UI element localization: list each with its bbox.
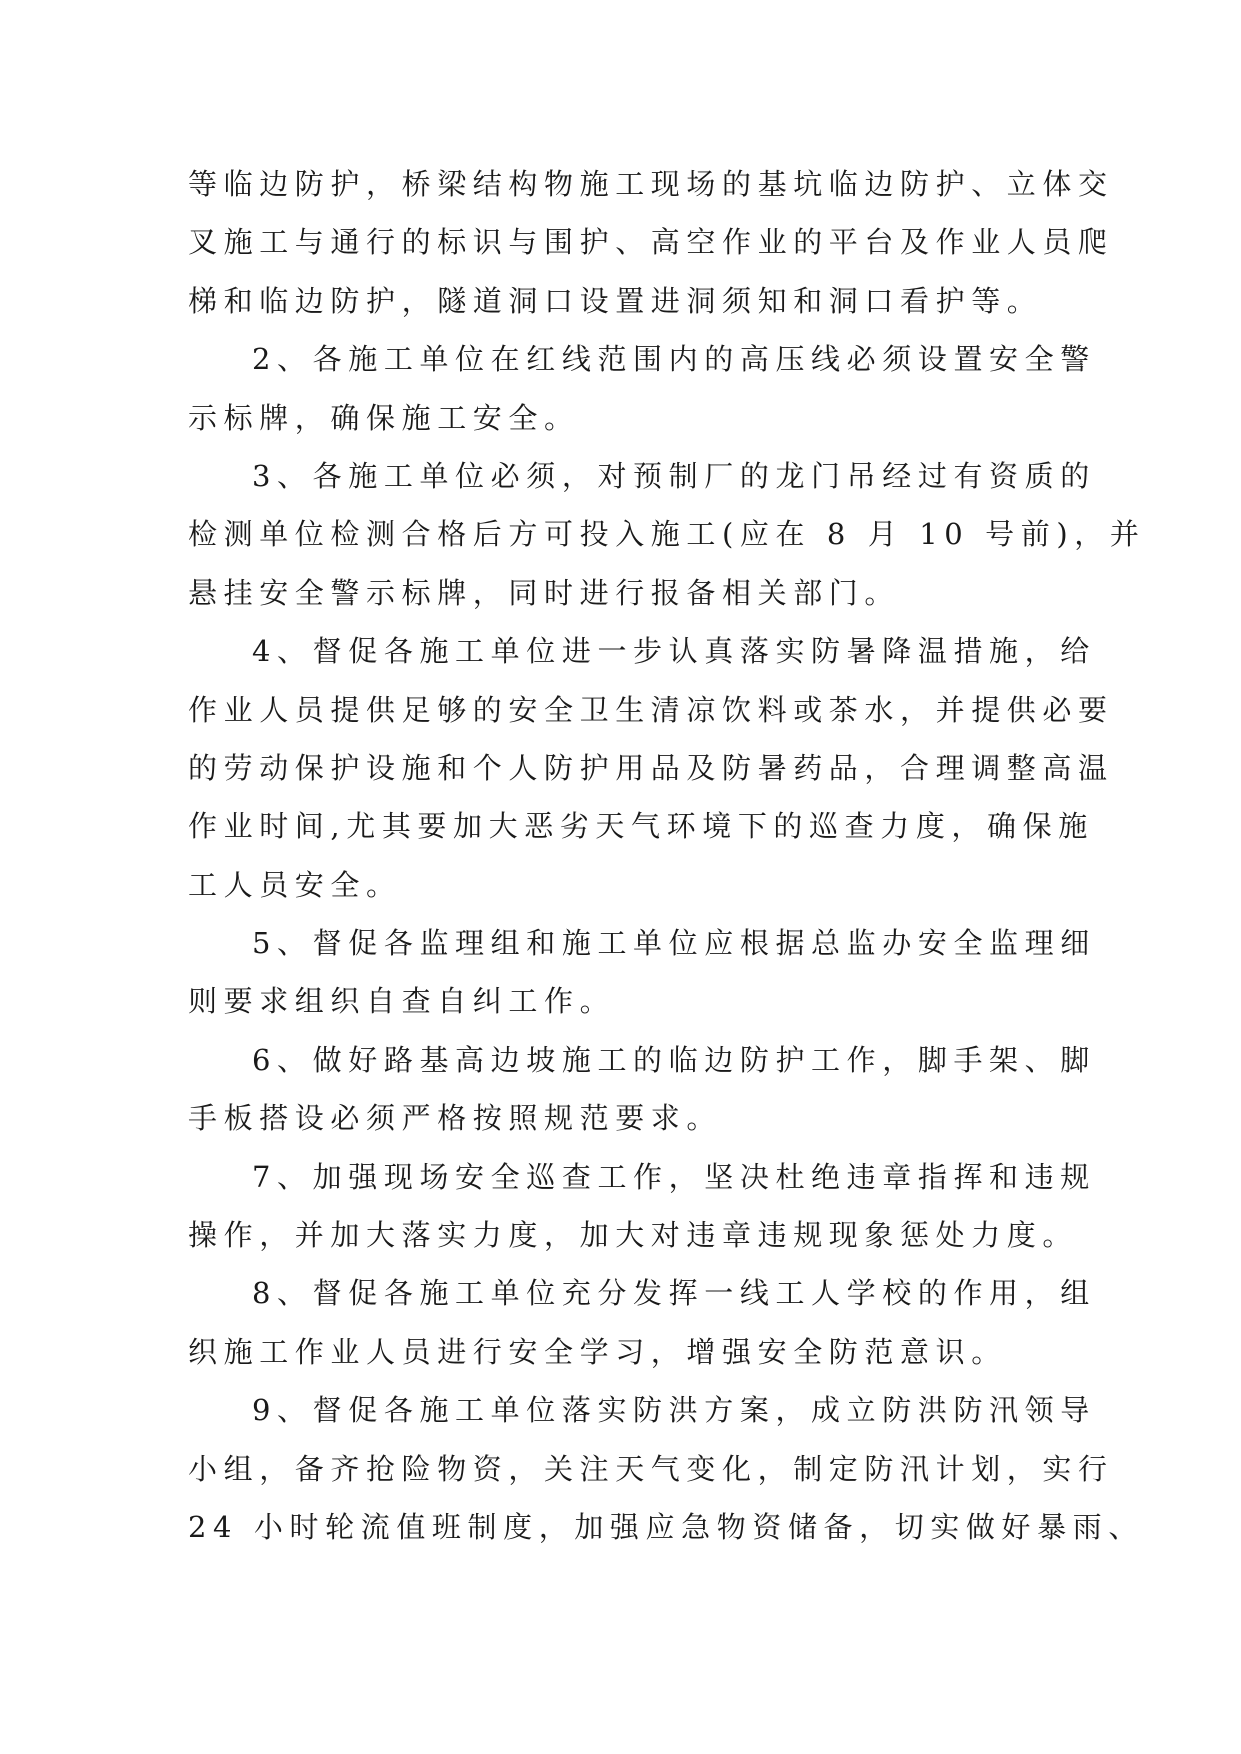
text-line: 9、督促各施工单位落实防洪方案，成立防洪防汛领导 xyxy=(252,1393,1096,1428)
body-text xyxy=(188,155,1146,1556)
text-line: 工人员安全。 xyxy=(188,867,402,902)
text-line: 小组，备齐抢险物资，关注天气变化，制定防汛计划，实行 xyxy=(188,1451,1114,1486)
text-line: 5、督促各监理组和施工单位应根据总监办安全监理细 xyxy=(252,926,1096,961)
text-line: 作业人员提供足够的安全卫生清凉饮料或茶水，并提供必要 xyxy=(188,692,1114,727)
text-line: 6、做好路基高边坡施工的临边防护工作，脚手架、脚 xyxy=(252,1042,1096,1077)
text-line: 检测单位检测合格后方可投入施工(应在 8 月 10 号前)，并 xyxy=(188,517,1146,552)
text-line: 作业时间,尤其要加大恶劣天气环境下的巡查力度，确保施 xyxy=(188,809,1094,844)
text-line: 3、各施工单位必须，对预制厂的龙门吊经过有资质的 xyxy=(252,458,1096,493)
text-line: 手板搭设必须严格按照规范要求。 xyxy=(188,1101,723,1136)
text-line: 2、各施工单位在红线范围内的高压线必须设置安全警 xyxy=(252,342,1096,377)
text-line: 示标牌，确保施工安全。 xyxy=(188,400,580,435)
text-line: 4、督促各施工单位进一步认真落实防暑降温措施，给 xyxy=(252,634,1096,669)
text-line: 的劳动保护设施和个人防护用品及防暑药品，合理调整高温 xyxy=(188,750,1114,785)
text-line: 8、督促各施工单位充分发挥一线工人学校的作用，组 xyxy=(252,1276,1096,1311)
text-line: 24 小时轮流值班制度，加强应急物资储备，切实做好暴雨、 xyxy=(188,1509,1144,1544)
text-line: 梯和临边防护，隧道洞口设置进洞须知和洞口看护等。 xyxy=(188,283,1043,318)
text-line: 操作，并加大落实力度，加大对违章违规现象惩处力度。 xyxy=(188,1218,1079,1253)
text-line: 7、加强现场安全巡查工作，坚决杜绝违章指挥和违规 xyxy=(252,1159,1096,1194)
text-line: 悬挂安全警示标牌，同时进行报备相关部门。 xyxy=(188,575,901,610)
text-line: 织施工作业人员进行安全学习，增强安全防范意识。 xyxy=(188,1334,1007,1369)
text-line: 等临边防护，桥梁结构物施工现场的基坑临边防护、立体交 xyxy=(188,167,1114,201)
text-line: 叉施工与通行的标识与围护、高空作业的平台及作业人员爬 xyxy=(188,225,1114,260)
text-line: 则要求组织自查自纠工作。 xyxy=(188,984,616,1019)
